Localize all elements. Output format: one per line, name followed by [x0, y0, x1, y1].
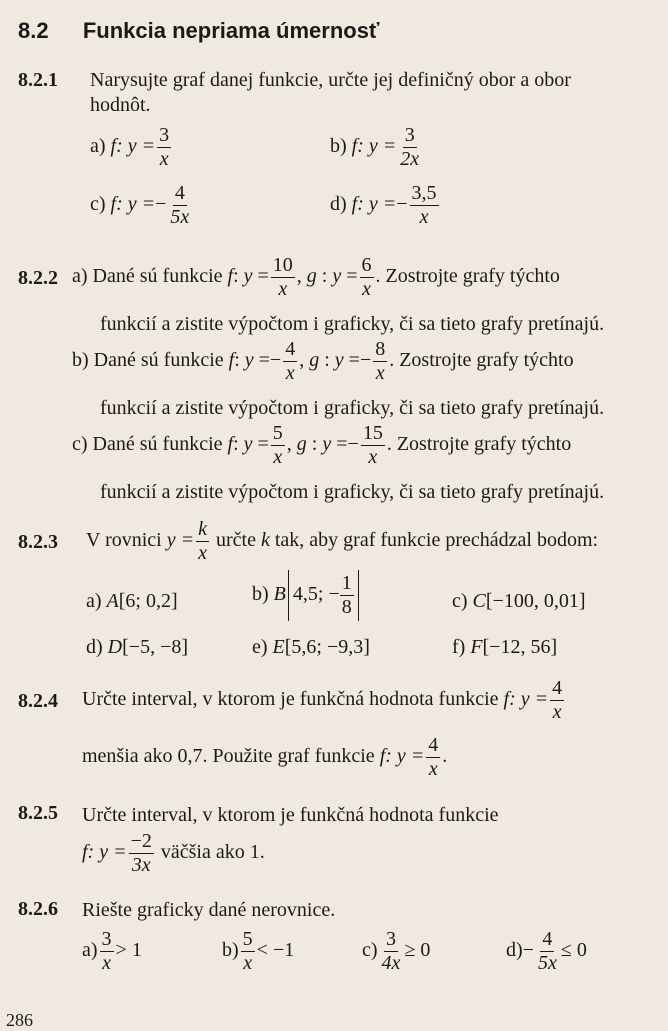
- fraction: $\frac{5}{x}$: [242, 928, 253, 974]
- exercise-8-2-4-line2: menšia ako 0,7. Použite graf funkcie f: y = $\frac{4}{x}$ .: [82, 734, 448, 780]
- exercise-number-8-2-5: 8.2.5: [18, 802, 58, 824]
- exercise-8-2-3-item-d: d) D[−5, −8]: [86, 636, 189, 658]
- fraction: $\frac{3}{2x}$: [400, 124, 420, 170]
- fraction: $\frac{1}{8}$: [341, 572, 352, 618]
- exercise-8-2-3-item-f: f) F[−12, 56]: [452, 636, 558, 658]
- exercise-8-2-1-item-b: b) f: y = $\frac{3}{2x}$: [330, 124, 420, 170]
- exercise-8-2-5-line2: f: y = $\frac{-2}{3x}$ väčšia ako 1.: [82, 830, 265, 876]
- section-header: [18, 18, 379, 44]
- exercise-8-2-1-item-c: c) f: y =− $\frac{4}{5x}$: [90, 182, 190, 228]
- page-number: 286: [6, 1010, 33, 1030]
- fraction: $\frac{4}{x}$: [552, 677, 563, 723]
- exercise-8-2-2-item-b-line2: funkcií a zistite výpočtom i graficky, či sa tieto grafy pretínajú.: [100, 397, 605, 419]
- exercise-8-2-3-item-b: b) B 4,5; − $\frac{1}{8}$: [252, 570, 361, 621]
- exercise-8-2-2-item-a: a) Dané sú funkcie f: y = $\frac{10}{x}$ , g : y = $\frac{6}{x}$ . Zostrojte grafy týchto: [72, 254, 560, 300]
- fraction: $\frac{3,5}{x}$: [411, 182, 437, 228]
- section-number: 8.2: [18, 18, 49, 43]
- fraction: $\frac{5}{x}$: [272, 422, 283, 468]
- exercise-8-2-6-item-d: d)− $\frac{4}{5x}$ ≤ 0: [506, 928, 587, 974]
- fraction: $\frac{6}{x}$: [361, 254, 372, 300]
- bracket-group: 4,5; − $\frac{1}{8}$: [288, 570, 359, 621]
- fraction: $\frac{4}{5x}$: [170, 182, 190, 228]
- fraction: $\frac{-2}{3x}$: [130, 830, 152, 876]
- exercise-8-2-2-item-a-line2: funkcií a zistite výpočtom i graficky, či sa tieto grafy pretínajú.: [100, 313, 605, 335]
- exercise-8-2-1-line2: hodnôt.: [90, 94, 151, 116]
- fraction: $\frac{4}{x}$: [285, 338, 296, 384]
- exercise-8-2-5-line1: Určte interval, v ktorom je funkčná hodnota funkcie: [82, 804, 499, 826]
- fraction: $\frac{4}{5x}$: [537, 928, 557, 974]
- fraction: $\frac{k}{x}$: [198, 518, 207, 564]
- exercise-8-2-3-line1: V rovnici y = $\frac{k}{x}$ určte k tak, aby graf funkcie prechádzal bodom:: [86, 518, 599, 564]
- exercise-number-8-2-1: 8.2.1: [18, 69, 58, 91]
- exercise-8-2-3-item-e: e) E[5,6; −9,3]: [252, 636, 370, 658]
- fraction: $\frac{10}{x}$: [272, 254, 293, 300]
- exercise-8-2-6-item-b: b) $\frac{5}{x}$ < −1: [222, 928, 295, 974]
- exercise-number-8-2-3: 8.2.3: [18, 531, 58, 553]
- exercise-number-8-2-6: 8.2.6: [18, 898, 58, 920]
- exercise-8-2-1-item-d: d) f: y =− $\frac{3,5}{x}$: [330, 182, 437, 228]
- exercise-8-2-2-item-c: c) Dané sú funkcie f: y = $\frac{5}{x}$ , g : y =− $\frac{15}{x}$ . Zostrojte grafy týchto: [72, 422, 572, 468]
- exercise-number-8-2-2: 8.2.2: [18, 267, 58, 289]
- fraction: $\frac{3}{x}$: [101, 928, 112, 974]
- exercise-number-8-2-4: 8.2.4: [18, 690, 58, 712]
- exercise-8-2-3-item-a: a) A[6; 0,2]: [86, 590, 178, 612]
- exercise-8-2-1-line1: Narysujte graf danej funkcie, určte jej definičný obor a obor: [90, 69, 571, 91]
- exercise-8-2-6-line1: Riešte graficky dané nerovnice.: [82, 899, 336, 921]
- exercise-8-2-2-item-b: b) Dané sú funkcie f: y =− $\frac{4}{x}$ , g : y =− $\frac{8}{x}$ . Zostrojte grafy týchto: [72, 338, 574, 384]
- exercise-8-2-2-item-c-line2: funkcií a zistite výpočtom i graficky, či sa tieto grafy pretínajú.: [100, 481, 605, 503]
- exercise-8-2-3-item-c: c) C[−100, 0,01]: [452, 590, 586, 612]
- fraction: $\frac{15}{x}$: [362, 422, 383, 468]
- fraction: $\frac{4}{x}$: [428, 734, 439, 780]
- fraction: $\frac{3}{4x}$: [381, 928, 401, 974]
- exercise-8-2-6-item-a: a) $\frac{3}{x}$ > 1: [82, 928, 142, 974]
- fraction: $\frac{8}{x}$: [375, 338, 386, 384]
- section-title: Funkcia nepriama úmernosť: [82, 18, 380, 43]
- exercise-8-2-6-item-c: c) $\frac{3}{4x}$ ≥ 0: [362, 928, 431, 974]
- exercise-8-2-1-item-a: a) f: y = $\frac{3}{x}$: [90, 124, 170, 170]
- exercise-8-2-4-line1: Určte interval, v ktorom je funkčná hodnota funkcie f: y = $\frac{4}{x}$: [82, 677, 563, 723]
- fraction: $\frac{3}{x}$: [159, 124, 170, 170]
